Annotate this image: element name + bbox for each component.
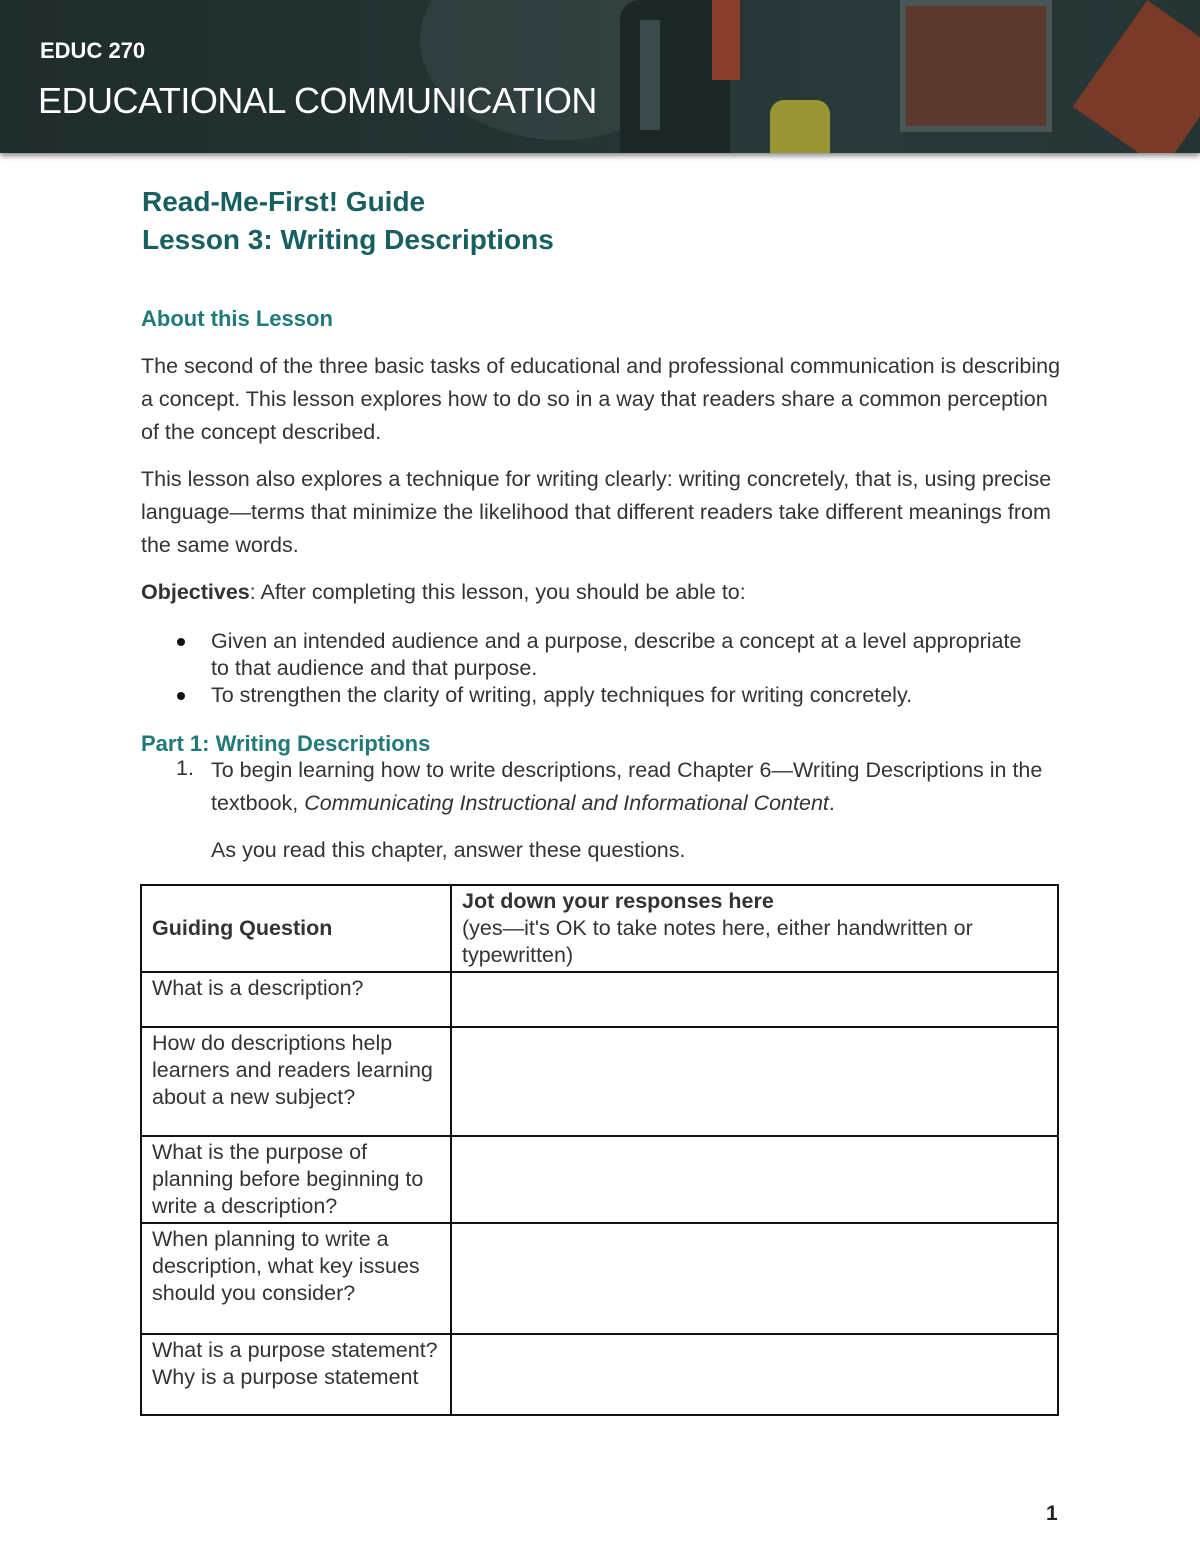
table-row [141, 1223, 1058, 1334]
guide-title: Read-Me-First! Guide [142, 186, 426, 217]
guiding-questions-table [140, 884, 1059, 1416]
bookshelf-illustration [640, 20, 660, 130]
objectives-intro: : After completing this lesson, you should be able to: [249, 580, 746, 604]
question-cell: What is a description? [141, 972, 451, 1027]
question-cell: What is a purpose statement? Why is a purpose statement [141, 1334, 451, 1415]
objectives-list [141, 628, 1041, 709]
objective-item: Given an intended audience and a purpose, describe a concept at a level appropriate to that audience and that purpose. [141, 628, 1041, 682]
table-row [141, 1136, 1058, 1223]
part1-heading: Part 1: Writing Descriptions [141, 731, 431, 756]
page-number: 1 [1046, 1502, 1058, 1525]
about-paragraph-1: The second of the three basic tasks of educational and professional communication is describing a concept. This lesson explores how to do so in a way that readers share a common perception of the concept described. [141, 354, 1061, 444]
responses-header-title: Jot down your responses here [462, 889, 774, 913]
question-cell: When planning to write a description, what key issues should you consider? [141, 1223, 451, 1334]
table-header-row [141, 885, 1058, 972]
question-cell: How do descriptions help learners and readers learning about a new subject? [141, 1027, 451, 1136]
col-header-question: Guiding Question [141, 885, 451, 972]
course-code: EDUC 270 [40, 38, 146, 63]
question-cell: What is the purpose of planning before beginning to write a description? [141, 1136, 451, 1223]
response-cell[interactable] [451, 972, 1058, 1027]
response-cell[interactable] [451, 1136, 1058, 1223]
notebook-illustration [1073, 0, 1200, 153]
header-banner [0, 0, 1200, 153]
response-cell[interactable] [451, 1027, 1058, 1136]
book-title: Communicating Instructional and Informational Content [304, 791, 829, 815]
response-cell[interactable] [451, 1334, 1058, 1415]
book-illustration [712, 0, 740, 80]
about-paragraph-2: This lesson also explores a technique for writing clearly: writing concretely, that is, using precise language—terms that minimize the likelihood that different readers take different meanings from the same words. [141, 467, 1052, 557]
step-body: To begin learning how to write descriptions, read Chapter 6—Writing Descriptions in the textbook, [211, 758, 1043, 815]
table-row [141, 1027, 1058, 1136]
table-row [141, 972, 1058, 1027]
step-number: 1. [176, 756, 194, 780]
course-title: EDUCATIONAL COMMUNICATION [38, 80, 597, 121]
col-header-responses [451, 885, 1058, 972]
step-instruction: As you read this chapter, answer these questions. [211, 838, 686, 862]
screen-illustration [900, 0, 1052, 132]
objectives-line [141, 576, 1071, 609]
response-cell[interactable] [451, 1223, 1058, 1334]
person-illustration [770, 100, 830, 153]
lesson-title: Lesson 3: Writing Descriptions [142, 224, 554, 255]
responses-header-note: (yes—it's OK to take notes here, either handwritten or typewritten) [462, 916, 973, 967]
step-end: . [828, 791, 835, 815]
table-row [141, 1334, 1058, 1415]
objective-item: To strengthen the clarity of writing, apply techniques for writing concretely. [141, 682, 1041, 709]
about-heading: About this Lesson [141, 306, 333, 331]
step-text [211, 754, 1071, 820]
objectives-label: Objectives [141, 580, 250, 604]
